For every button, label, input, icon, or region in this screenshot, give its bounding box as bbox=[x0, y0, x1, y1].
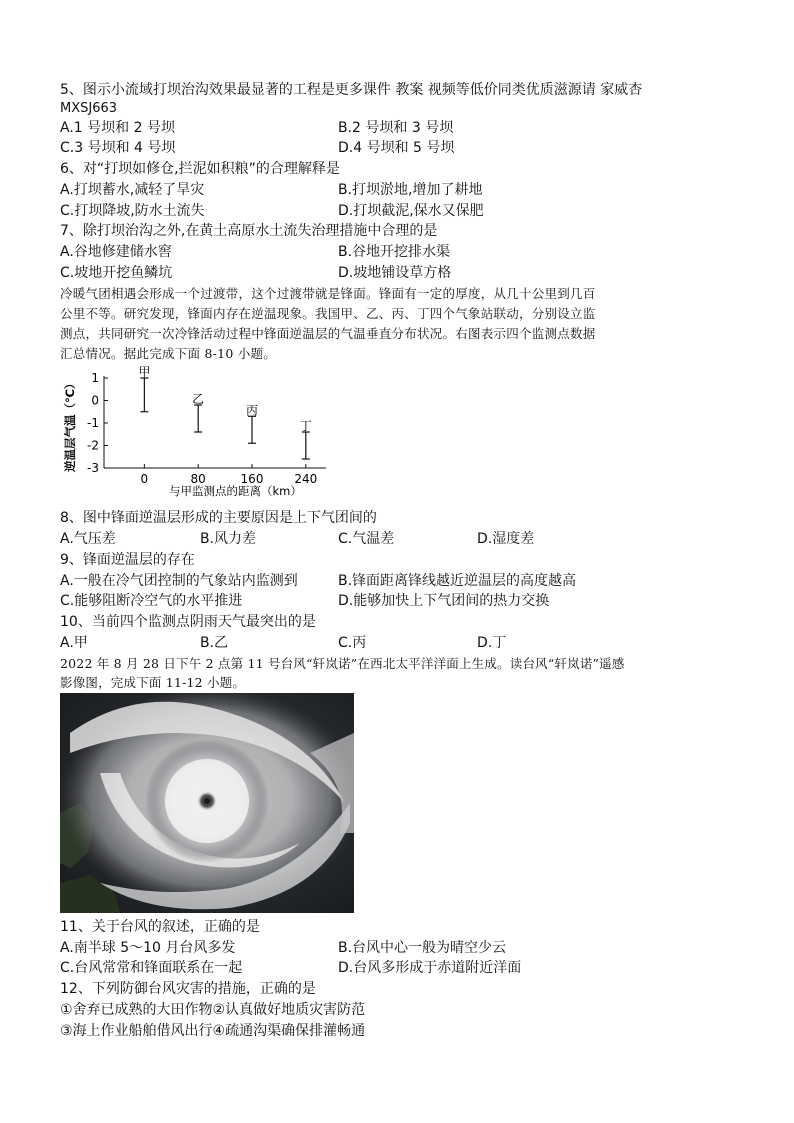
q8-option-b: B.风力差 bbox=[200, 531, 257, 547]
x-tick-label: 240 bbox=[294, 472, 318, 486]
y-tick-label: -1 bbox=[87, 416, 99, 430]
q5-option-b: B.2 号坝和 3 号坝 bbox=[338, 120, 454, 136]
q11-option-a: A.南半球 5～10 月台风多发 bbox=[60, 940, 236, 956]
x-tick-label: 80 bbox=[190, 472, 206, 486]
station-label: 丁 bbox=[299, 419, 312, 433]
x-axis-title: 与甲监测点的距离（km） bbox=[169, 484, 302, 498]
q8-option-d: D.湿度差 bbox=[477, 531, 535, 547]
q7-option-b: B.谷地开挖排水渠 bbox=[338, 244, 451, 260]
q9-option-c: C.能够阻断冷空气的水平推进 bbox=[60, 593, 243, 609]
q12-choices-line2: ③海上作业船舶借风出行④疏通沟渠确保排灌畅通 bbox=[60, 1023, 366, 1039]
q12-stem: 12、下列防御台风灾害的措施，正确的是 bbox=[60, 981, 316, 997]
y-axis-title: 逆温层气温（℃） bbox=[63, 377, 77, 472]
passage1-line4: 汇总情况。据此完成下面 8-10 小题。 bbox=[60, 346, 277, 361]
y-tick-label: 1 bbox=[91, 371, 99, 385]
q6-option-d: D.打坝截泥,保水又保肥 bbox=[338, 203, 484, 219]
q5-option-c: C.3 号坝和 4 号坝 bbox=[60, 140, 176, 156]
q5-stem-continued: MXSJ663 bbox=[60, 101, 118, 116]
q9-stem: 9、锋面逆温层的存在 bbox=[60, 552, 195, 568]
q10-option-d: D.丁 bbox=[477, 635, 507, 651]
q5-stem: 5、图示小流域打坝治沟效果最显著的工程是更多课件 教案 视频等低价同类优质滋源请 家威杏 bbox=[60, 82, 643, 98]
typhoon-satellite-image bbox=[60, 693, 354, 913]
y-tick-label: -2 bbox=[87, 438, 99, 453]
inversion-temperature-chart bbox=[58, 364, 338, 504]
q6-option-b: B.打坝淤地,增加了耕地 bbox=[338, 182, 483, 198]
q11-option-c: C.台风常常和锋面联系在一起 bbox=[60, 960, 243, 976]
q8-option-a: A.气压差 bbox=[60, 531, 116, 547]
q11-stem: 11、关于台风的叙述，正确的是 bbox=[60, 919, 260, 935]
q9-option-a: A.一般在冷气团控制的气象站内监测到 bbox=[60, 573, 298, 589]
q10-option-b: B.乙 bbox=[200, 635, 229, 651]
passage1-line2: 公里不等。研究发现，锋面内存在逆温现象。我国甲、乙、丙、丁四个气象站联动，分别设立监 bbox=[60, 306, 596, 321]
q8-stem: 8、图中锋面逆温层形成的主要原因是上下气团间的 bbox=[60, 510, 377, 526]
passage2-line1: 2022 年 8 月 28 日下午 2 点第 11 号台风“轩岚诺”在西北太平洋洋面上生成。读台风“轩岚诺”遥感 bbox=[60, 656, 625, 671]
q8-option-c: C.气温差 bbox=[338, 531, 395, 547]
q5-option-a: A.1 号坝和 2 号坝 bbox=[60, 120, 175, 136]
q6-stem: 6、对“打坝如修仓,拦泥如积粮”的合理解释是 bbox=[60, 161, 340, 177]
q7-stem: 7、除打坝治沟之外,在黄土高原水土流失治理措施中合理的是 bbox=[60, 223, 438, 239]
station-label: 甲 bbox=[138, 365, 151, 379]
passage1-line3: 测点，共同研究一次冷锋活动过程中锋面逆温层的气温垂直分布状况。右图表示四个监测点数据 bbox=[60, 326, 596, 341]
y-tick-label: -3 bbox=[87, 461, 99, 475]
q11-option-d: D.台风多形成于赤道附近洋面 bbox=[338, 960, 522, 976]
x-tick-label: 0 bbox=[140, 472, 149, 486]
q10-stem: 10、当前四个监测点阴雨天气最突出的是 bbox=[60, 614, 316, 630]
station-label: 乙 bbox=[192, 392, 205, 406]
q6-option-a: A.打坝蓄水,减轻了旱灾 bbox=[60, 182, 205, 198]
passage2-line2: 影像图，完成下面 11-12 小题。 bbox=[60, 675, 246, 690]
q10-option-a: A.甲 bbox=[60, 635, 88, 651]
station-label: 丙 bbox=[245, 403, 259, 418]
passage1-line1: 冷暖气团相遇会形成一个过渡带，这个过渡带就是锋面。锋面有一定的厚度，从几十公里到几百 bbox=[60, 286, 596, 301]
x-tick-label: 160 bbox=[240, 472, 264, 486]
q6-option-c: C.打坝降坡,防水土流失 bbox=[60, 203, 205, 219]
q11-option-b: B.台风中心一般为晴空少云 bbox=[338, 940, 507, 956]
q5-option-d: D.4 号坝和 5 号坝 bbox=[338, 140, 455, 156]
q7-option-d: D.坡地铺设草方格 bbox=[338, 265, 452, 281]
q12-choices-line1: ①舍弃已成熟的大田作物②认真做好地质灾害防范 bbox=[60, 1002, 366, 1018]
q10-option-c: C.丙 bbox=[338, 635, 367, 651]
q9-option-b: B.锋面距离锋线越近逆温层的高度越高 bbox=[338, 573, 577, 589]
q7-option-c: C.坡地开挖鱼鳞坑 bbox=[60, 265, 173, 281]
q9-option-d: D.能够加快上下气团间的热力交换 bbox=[338, 593, 550, 609]
y-tick-label: 0 bbox=[91, 393, 99, 408]
q7-option-a: A.谷地修建储水窖 bbox=[60, 244, 172, 260]
